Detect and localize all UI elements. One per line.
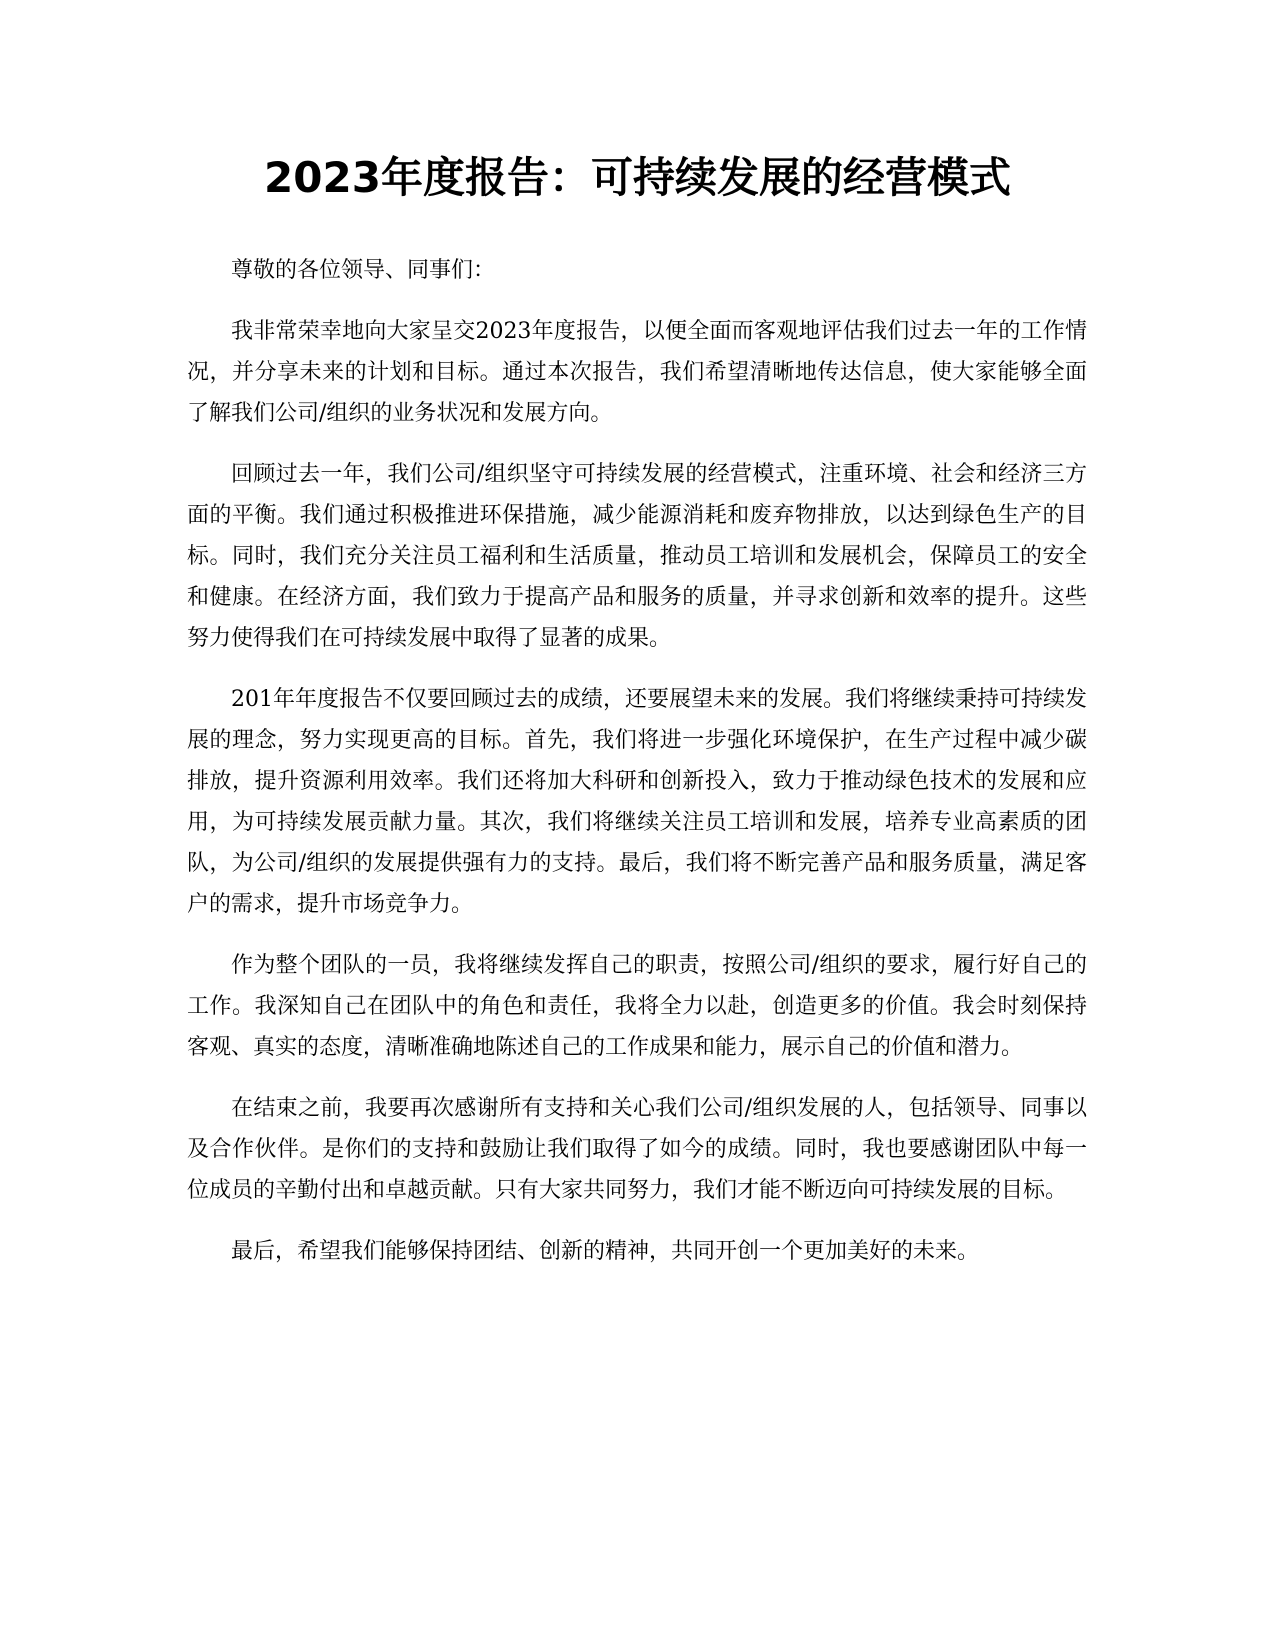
closing-paragraph: 最后，希望我们能够保持团结、创新的精神，共同开创一个更加美好的未来。	[231, 1239, 980, 1264]
salutation-paragraph: 尊敬的各位领导、同事们：	[231, 258, 496, 283]
document-title: 2023年度报告：可持续发展的经营模式	[264, 153, 1011, 202]
review-paragraph: 回顾过去一年，我们公司/组织坚守可持续发展的经营模式，注重环境、社会和经济三方面的平衡。我们通过积极推进环保措施，减少能源消耗和废弃物排放，以达到绿色生产的目标。同时，我们充分关注员工福利和生活质量，推动员工培训和发展机会，保障员工的安全和健康。在经济方面，我们致力于提高产品和服务的质量，并寻求创新和效率的提升。这些努力使得我们在可持续发展中取得了显著的成果。	[187, 462, 1087, 651]
thanks-paragraph: 在结束之前，我要再次感谢所有支持和关心我们公司/组织发展的人，包括领导、同事以及合作伙伴。是你们的支持和鼓励让我们取得了如今的成绩。同时，我也要感谢团队中每一位成员的辛勤付出和卓越贡献。只有大家共同努力，我们才能不断迈向可持续发展的目标。	[187, 1096, 1087, 1203]
commitment-paragraph: 作为整个团队的一员，我将继续发挥自己的职责，按照公司/组织的要求，履行好自己的工作。我深知自己在团队中的角色和责任，我将全力以赴，创造更多的价值。我会时刻保持客观、真实的态度，清晰准确地陈述自己的工作成果和能力，展示自己的价值和潜力。	[187, 953, 1087, 1060]
intro-paragraph: 我非常荣幸地向大家呈交2023年度报告，以便全面而客观地评估我们过去一年的工作情况，并分享未来的计划和目标。通过本次报告，我们希望清晰地传达信息，使大家能够全面了解我们公司/组织的业务状况和发展方向。	[187, 319, 1087, 426]
outlook-paragraph: 201年年度报告不仅要回顾过去的成绩，还要展望未来的发展。我们将继续秉持可持续发展的理念，努力实现更高的目标。首先，我们将进一步强化环境保护，在生产过程中减少碳排放，提升资源利用效率。我们还将加大科研和创新投入，致力于推动绿色技术的发展和应用，为可持续发展贡献力量。其次，我们将继续关注员工培训和发展，培养专业高素质的团队，为公司/组织的发展提供强有力的支持。最后，我们将不断完善产品和服务质量，满足客户的需求，提升市场竞争力。	[187, 687, 1087, 917]
document-body	[187, 250, 1087, 1292]
